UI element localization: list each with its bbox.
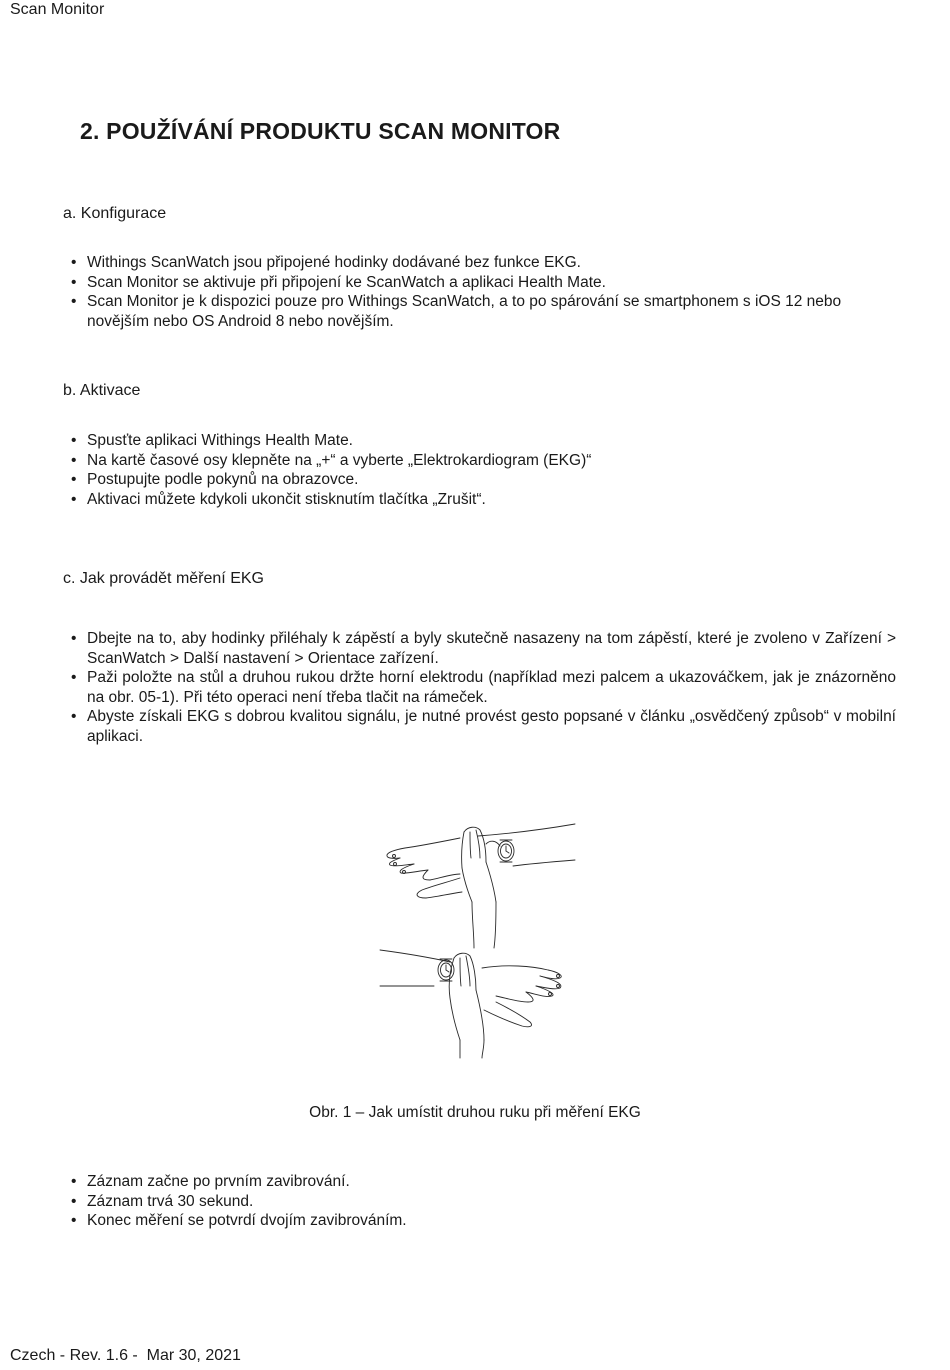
list-item: • Abyste získali EKG s dobrou kvalitou signálu, je nutné provést gesto popsané v článku „osvědčený způsob“ v mobilní aplikaci. xyxy=(70,707,896,746)
figure-caption: Obr. 1 – Jak umístit druhou ruku při měření EKG xyxy=(309,1104,641,1121)
list-item: • Spusťte aplikaci Withings Health Mate. xyxy=(70,431,896,451)
bullet-list-konfigurace xyxy=(70,253,904,331)
list-item: • Dbejte na to, aby hodinky přiléhaly k zápěstí a byly skutečně nasazeny na tom zápěstí, které je zvoleno v Zařízení > ScanWatch > Další nastavení > Orientace zařízení. xyxy=(70,629,896,668)
bullet-list-aktivace xyxy=(70,431,896,509)
list-item: • Postupujte podle pokynů na obrazovce. xyxy=(70,470,896,490)
list-item: • Scan Monitor se aktivuje při připojení ke ScanWatch a aplikaci Health Mate. xyxy=(70,273,904,293)
section-heading-konfigurace: a. Konfigurace xyxy=(63,205,167,222)
section-heading-aktivace: b. Aktivace xyxy=(63,382,141,399)
list-item: • Záznam začne po prvním zavibrování. xyxy=(70,1172,896,1192)
list-item: • Paži položte na stůl a druhou rukou držte horní elektrodu (například mezi palcem a ukazováčkem, jak je znázorněno na obr. 05-1). Při této operaci není třeba tlačit na rámeček. xyxy=(70,668,896,707)
list-item: • Scan Monitor je k dispozici pouze pro Withings ScanWatch, a to po spárování se smartphonem s iOS 12 nebo novějším nebo OS Android 8 nebo novějším. xyxy=(70,292,904,331)
page-title: 2. POUŽÍVÁNÍ PRODUKTU SCAN MONITOR xyxy=(80,118,561,144)
document-header-title: Scan Monitor xyxy=(10,1,105,18)
list-item: • Aktivaci můžete kdykoli ukončit stisknutím tlačítka „Zrušit“. xyxy=(70,490,896,510)
list-item: • Konec měření se potvrdí dvojím zavibrováním. xyxy=(70,1211,896,1231)
list-item: • Withings ScanWatch jsou připojené hodinky dodávané bez funkce EKG. xyxy=(70,253,904,273)
list-item: • Na kartě časové osy klepněte na „+“ a vyberte „Elektrokardiogram (EKG)“ xyxy=(70,451,896,471)
bullet-list-zaznam xyxy=(70,1172,896,1231)
section-heading-mereni-ekg: c. Jak provádět měření EKG xyxy=(63,570,264,587)
bullet-list-mereni-ekg xyxy=(70,629,896,747)
list-item: • Záznam trvá 30 sekund. xyxy=(70,1192,896,1212)
hands-watch-illustration-icon xyxy=(370,818,580,1066)
document-footer: Czech - Rev. 1.6 - Mar 30, 2021 xyxy=(10,1347,241,1364)
